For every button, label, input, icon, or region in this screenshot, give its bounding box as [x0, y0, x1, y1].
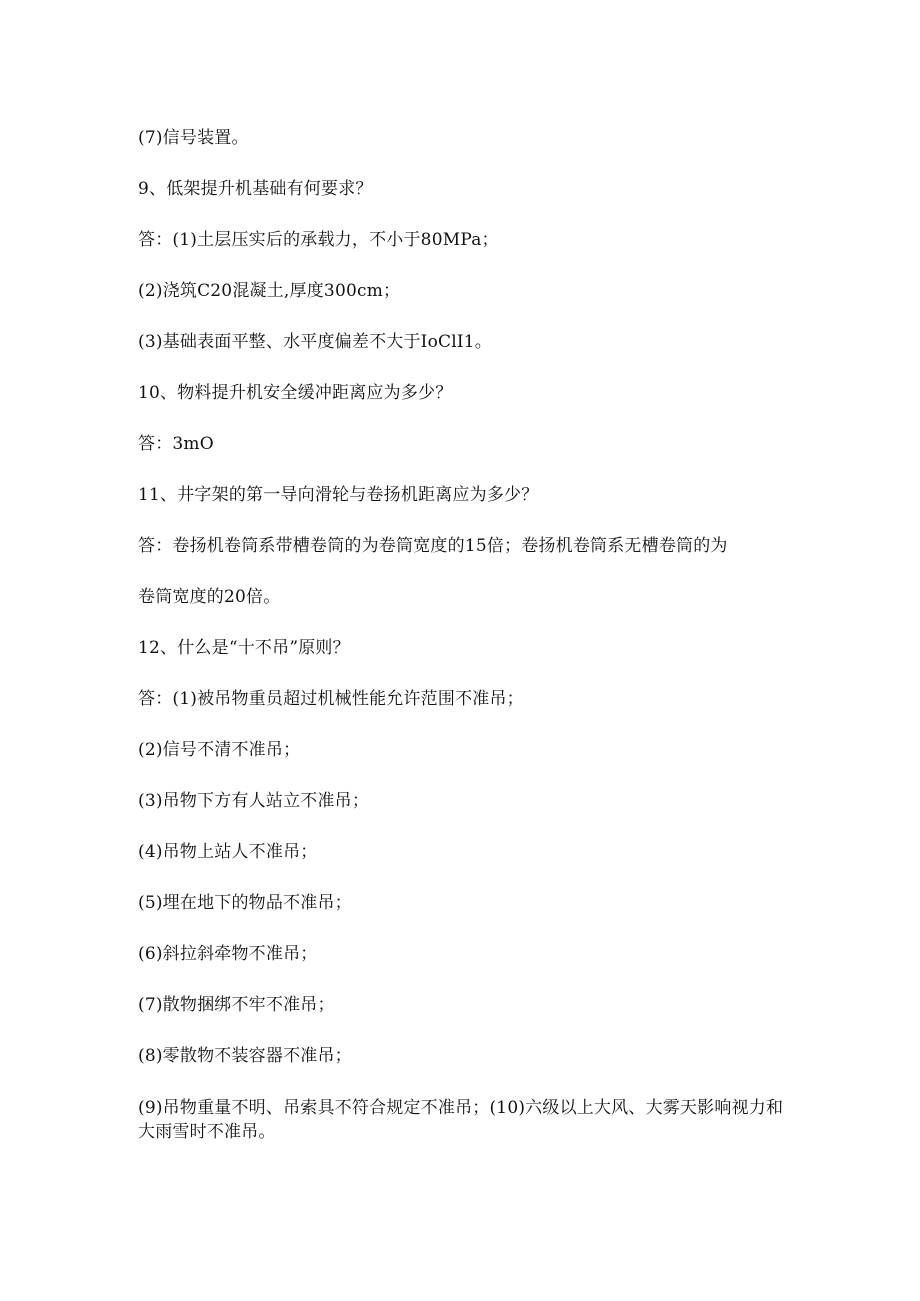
text-line: (2)浇筑C20混凝土,厚度300cm； — [138, 281, 401, 301]
question-heading: 9、低架提升机基础有何要求？ — [138, 179, 373, 199]
question-heading: 12、什么是“十不吊”原则？ — [138, 638, 350, 658]
text-line: (3)吊物下方有人站立不准吊； — [138, 791, 370, 811]
text-line: (4)吊物上站人不准吊； — [138, 842, 318, 862]
text-line: (7)信号装置。 — [138, 128, 249, 148]
text-line: 卷筒宽度的20倍。 — [138, 587, 281, 607]
answer-line: 答：卷扬机卷筒系带槽卷筒的为卷筒宽度的15倍；卷扬机卷筒系无槽卷筒的为 — [138, 536, 728, 556]
text-line: (8)零散物不装容器不准吊； — [138, 1046, 352, 1066]
answer-line: 答：(1)被吊物重员超过机械性能允许范围不准吊； — [138, 689, 524, 709]
text-line: (5)埋在地下的物品不准吊； — [138, 893, 352, 913]
text-line: (3)基础表面平整、水平度偏差不大于IoClI1。 — [138, 332, 493, 352]
answer-line: 答：(1)土层压实后的承载力，不小于80MPa； — [138, 230, 499, 250]
text-paragraph: (9)吊物重量不明、吊索具不符合规定不准吊；(10)六级以上大风、大雾天影响视力和大雨雪时不准吊。 — [138, 1098, 784, 1142]
question-heading: 10、物料提升机安全缓冲距离应为多少？ — [138, 383, 453, 403]
text-line: (6)斜拉斜牵物不准吊； — [138, 944, 318, 964]
text-line: (2)信号不清不准吊； — [138, 740, 301, 760]
question-heading: 11、井字架的第一导向滑轮与卷扬机距离应为多少？ — [138, 485, 539, 505]
answer-line: 答：3mO — [138, 434, 214, 454]
text-line: (7)散物捆绑不牢不准吊； — [138, 995, 335, 1015]
